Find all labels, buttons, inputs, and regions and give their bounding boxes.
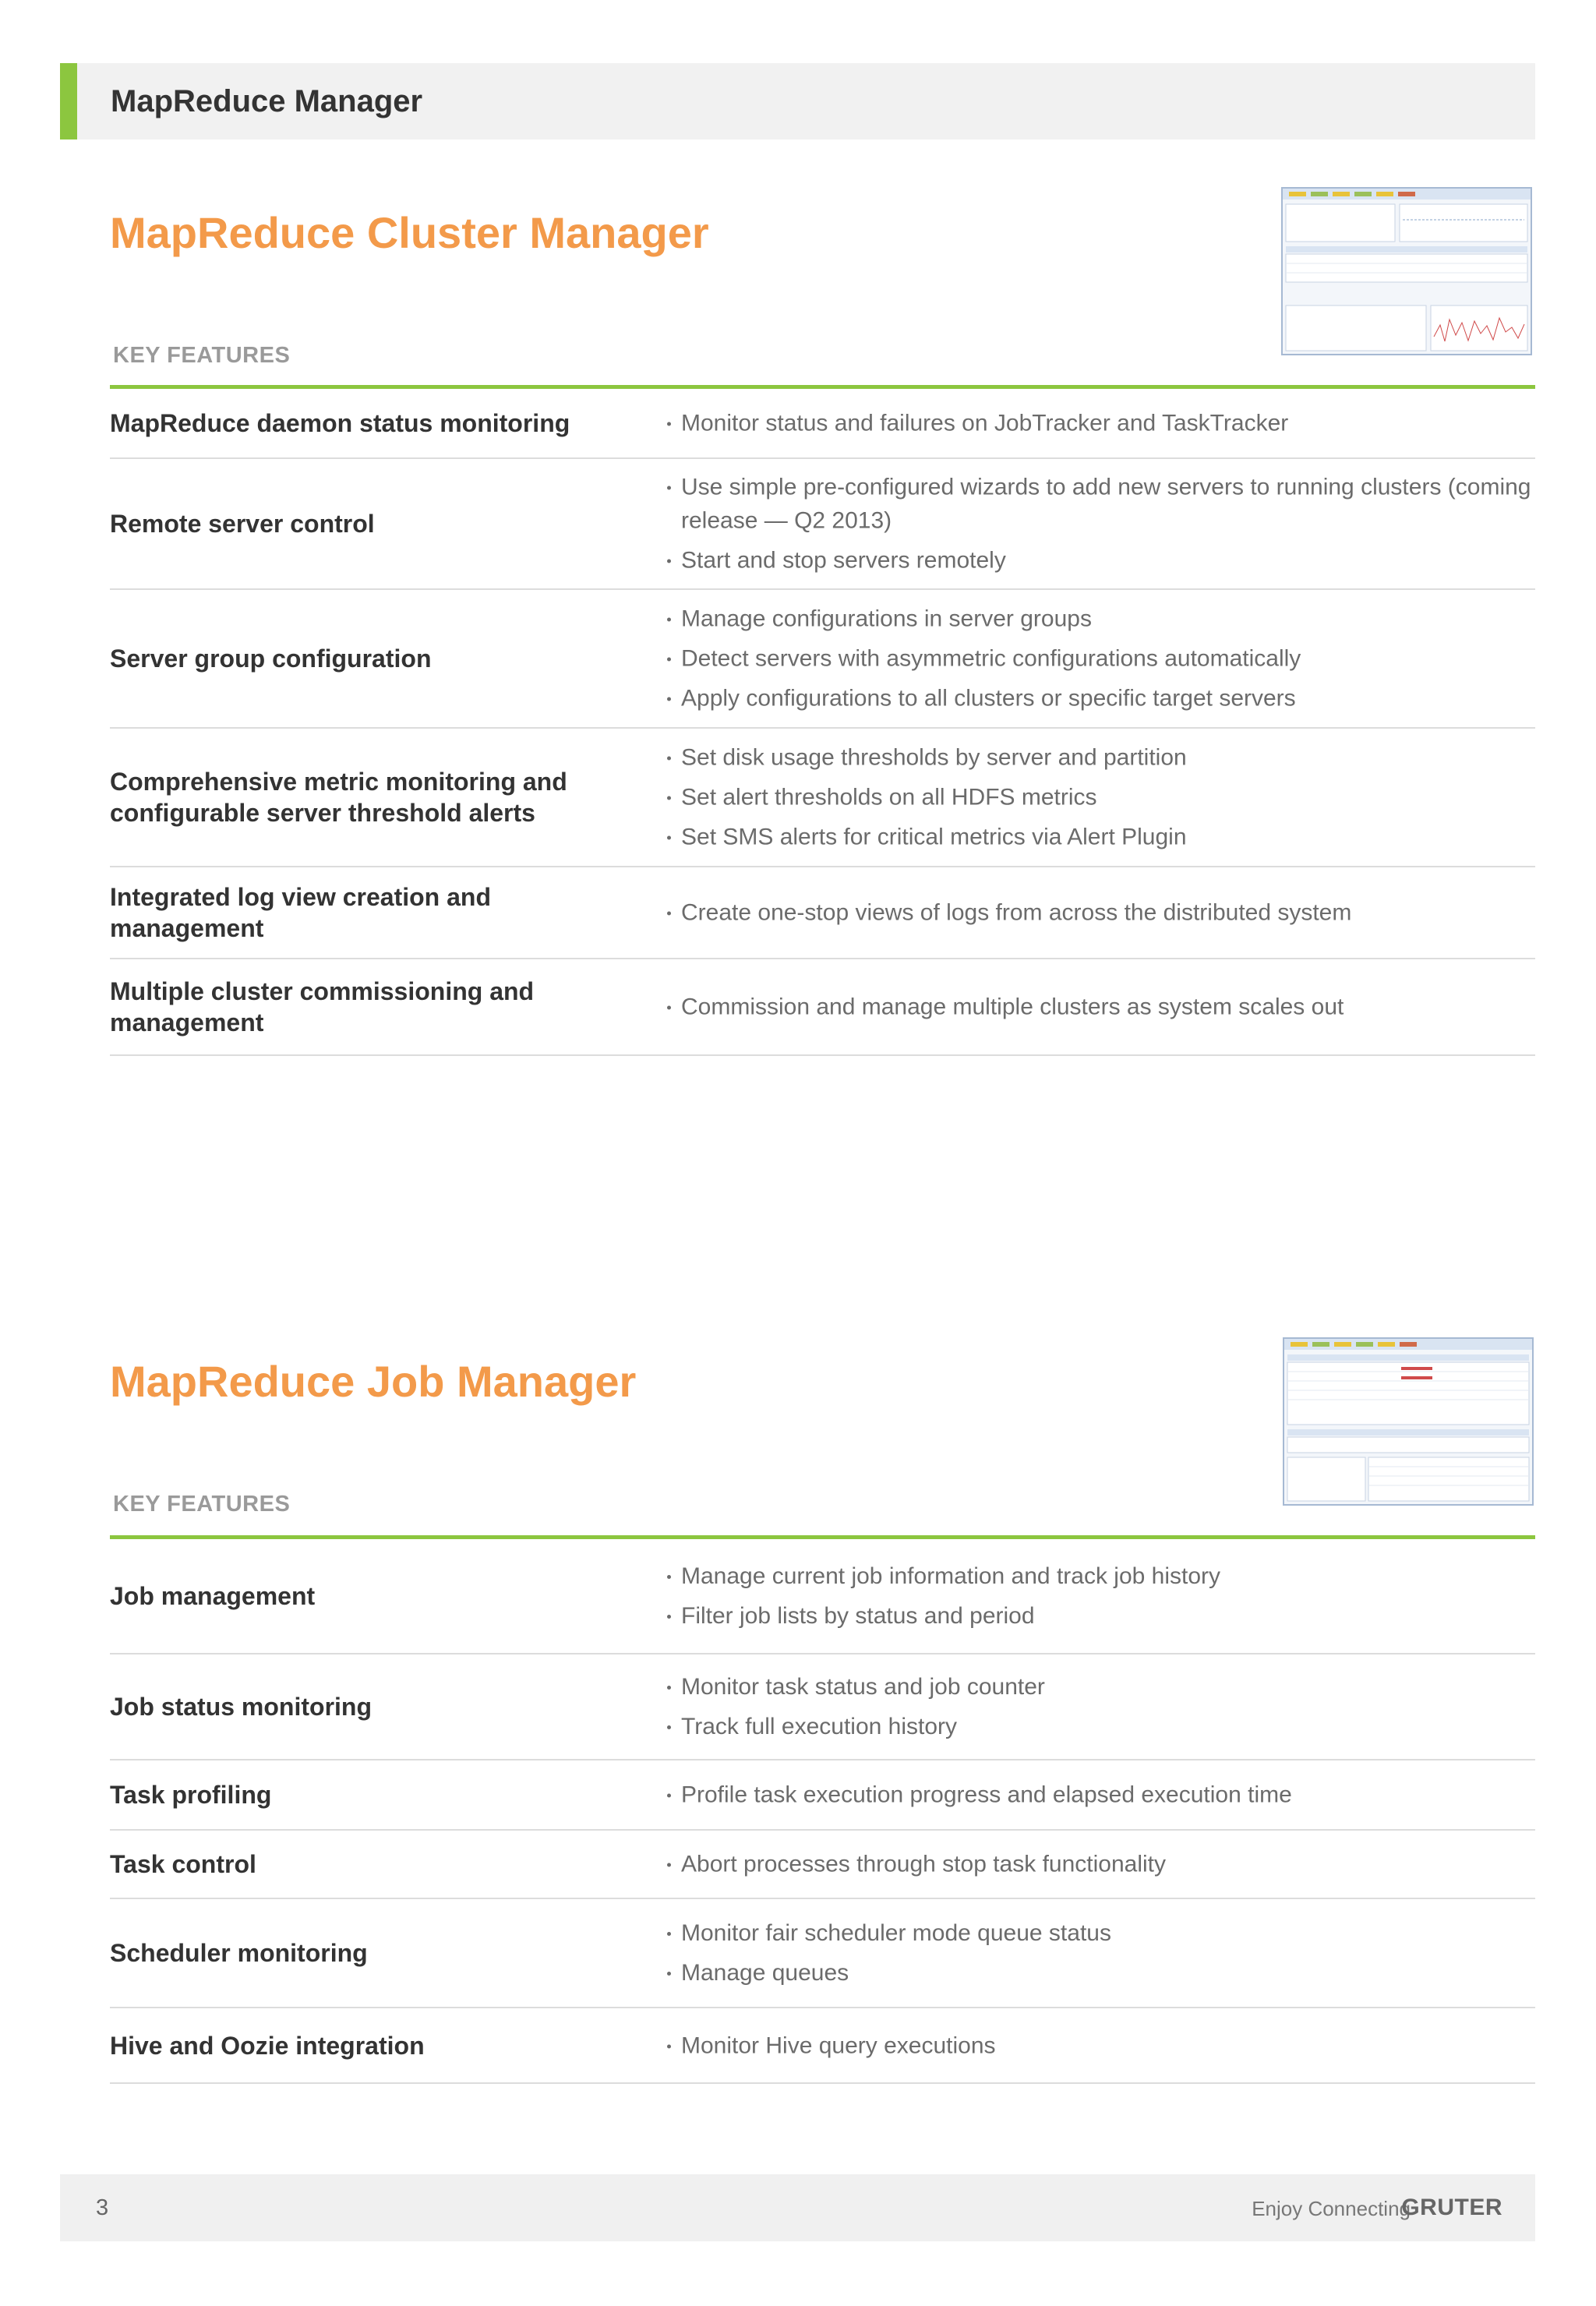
- feature-point: Commission and manage multiple clusters as system scales out: [667, 991, 1532, 1024]
- feature-name: Scheduler monitoring: [110, 1939, 368, 1967]
- feature-points: [667, 464, 1532, 584]
- feature-name: Task control: [110, 1850, 256, 1878]
- feature-name: Server group configuration: [110, 644, 432, 673]
- job-manager-section: [110, 1337, 1535, 2084]
- feature-point: Manage configurations in server groups: [667, 602, 1532, 636]
- feature-point: Monitor task status and job counter: [667, 1670, 1532, 1704]
- page-number: 3: [96, 2195, 109, 2220]
- footer-tagline: Enjoy Connecting: [1252, 2197, 1411, 2220]
- page-header: [60, 63, 1535, 139]
- feature-row: [110, 1760, 1535, 1831]
- feature-row: [110, 590, 1535, 729]
- feature-name: Task profiling: [110, 1781, 272, 1809]
- feature-point: Use simple pre-configured wizards to add new servers to running clusters (coming release — Q2 2013): [667, 471, 1532, 538]
- feature-points: [667, 1842, 1532, 1888]
- feature-point: Monitor Hive query executions: [667, 2029, 1532, 2062]
- feature-points: [667, 1772, 1532, 1818]
- feature-row: [110, 1654, 1535, 1760]
- feature-point: Detect servers with asymmetric configurations automatically: [667, 642, 1532, 676]
- feature-name: Comprehensive metric monitoring and configurable server threshold alerts: [110, 768, 567, 827]
- feature-points: [667, 596, 1532, 722]
- feature-name: Hive and Oozie integration: [110, 2031, 425, 2060]
- feature-points: [667, 1910, 1532, 1996]
- feature-point: Track full execution history: [667, 1710, 1532, 1743]
- feature-row: [110, 729, 1535, 867]
- feature-name: Job management: [110, 1582, 316, 1610]
- feature-point: Manage current job information and track job history: [667, 1559, 1532, 1593]
- feature-row: [110, 1899, 1535, 2008]
- feature-name: Remote server control: [110, 510, 375, 538]
- header-accent-bar: [60, 63, 77, 139]
- section-title: MapReduce Job Manager: [110, 1357, 637, 1406]
- feature-points: [667, 890, 1532, 936]
- feature-row: [110, 959, 1535, 1056]
- feature-point: Monitor status and failures on JobTracker and TaskTracker: [667, 407, 1532, 440]
- feature-row: [110, 2008, 1535, 2084]
- cluster-manager-screenshot-thumbnail: [1281, 187, 1532, 355]
- job-manager-screenshot-thumbnail: [1283, 1337, 1534, 1506]
- feature-row: [110, 867, 1535, 959]
- feature-name: MapReduce daemon status monitoring: [110, 409, 570, 437]
- feature-name: Job status monitoring: [110, 1693, 372, 1721]
- feature-point: Monitor fair scheduler mode queue status: [667, 1916, 1532, 1950]
- feature-row: [110, 1831, 1535, 1899]
- screenshot-thumbnail-graphic: [1284, 1339, 1532, 1504]
- feature-name: Integrated log view creation and management: [110, 883, 491, 942]
- feature-point: Set disk usage thresholds by server and partition: [667, 741, 1532, 775]
- feature-point: Apply configurations to all clusters or specific target servers: [667, 682, 1532, 715]
- feature-points: [667, 2022, 1532, 2068]
- feature-points: [667, 984, 1532, 1030]
- feature-point: Manage queues: [667, 1956, 1532, 1990]
- feature-point: Set alert thresholds on all HDFS metrics: [667, 781, 1532, 814]
- feature-points: [667, 1664, 1532, 1750]
- feature-points: [667, 735, 1532, 860]
- screenshot-thumbnail-graphic: [1283, 189, 1531, 354]
- feature-point: Set SMS alerts for critical metrics via Alert Plugin: [667, 821, 1532, 854]
- feature-point: Start and stop servers remotely: [667, 544, 1532, 577]
- feature-point: Profile task execution progress and elapsed execution time: [667, 1778, 1532, 1812]
- feature-name: Multiple cluster commissioning and management: [110, 977, 535, 1036]
- section-title: MapReduce Cluster Manager: [110, 208, 709, 257]
- feature-row: [110, 459, 1535, 590]
- feature-row: [110, 389, 1535, 459]
- feature-points: [667, 1553, 1532, 1639]
- key-features-label: KEY FEATURES: [113, 1492, 291, 1517]
- brand-logo: GRUTER: [1401, 2195, 1502, 2220]
- feature-row: [110, 1539, 1535, 1654]
- cluster-manager-section: [110, 187, 1535, 1056]
- feature-points: [667, 401, 1532, 447]
- feature-point: Create one-stop views of logs from across the distributed system: [667, 896, 1532, 930]
- page-title: MapReduce Manager: [111, 84, 423, 118]
- feature-point: Abort processes through stop task functionality: [667, 1848, 1532, 1881]
- feature-point: Filter job lists by status and period: [667, 1599, 1532, 1633]
- page-footer: [60, 2174, 1535, 2241]
- key-features-label: KEY FEATURES: [113, 343, 291, 368]
